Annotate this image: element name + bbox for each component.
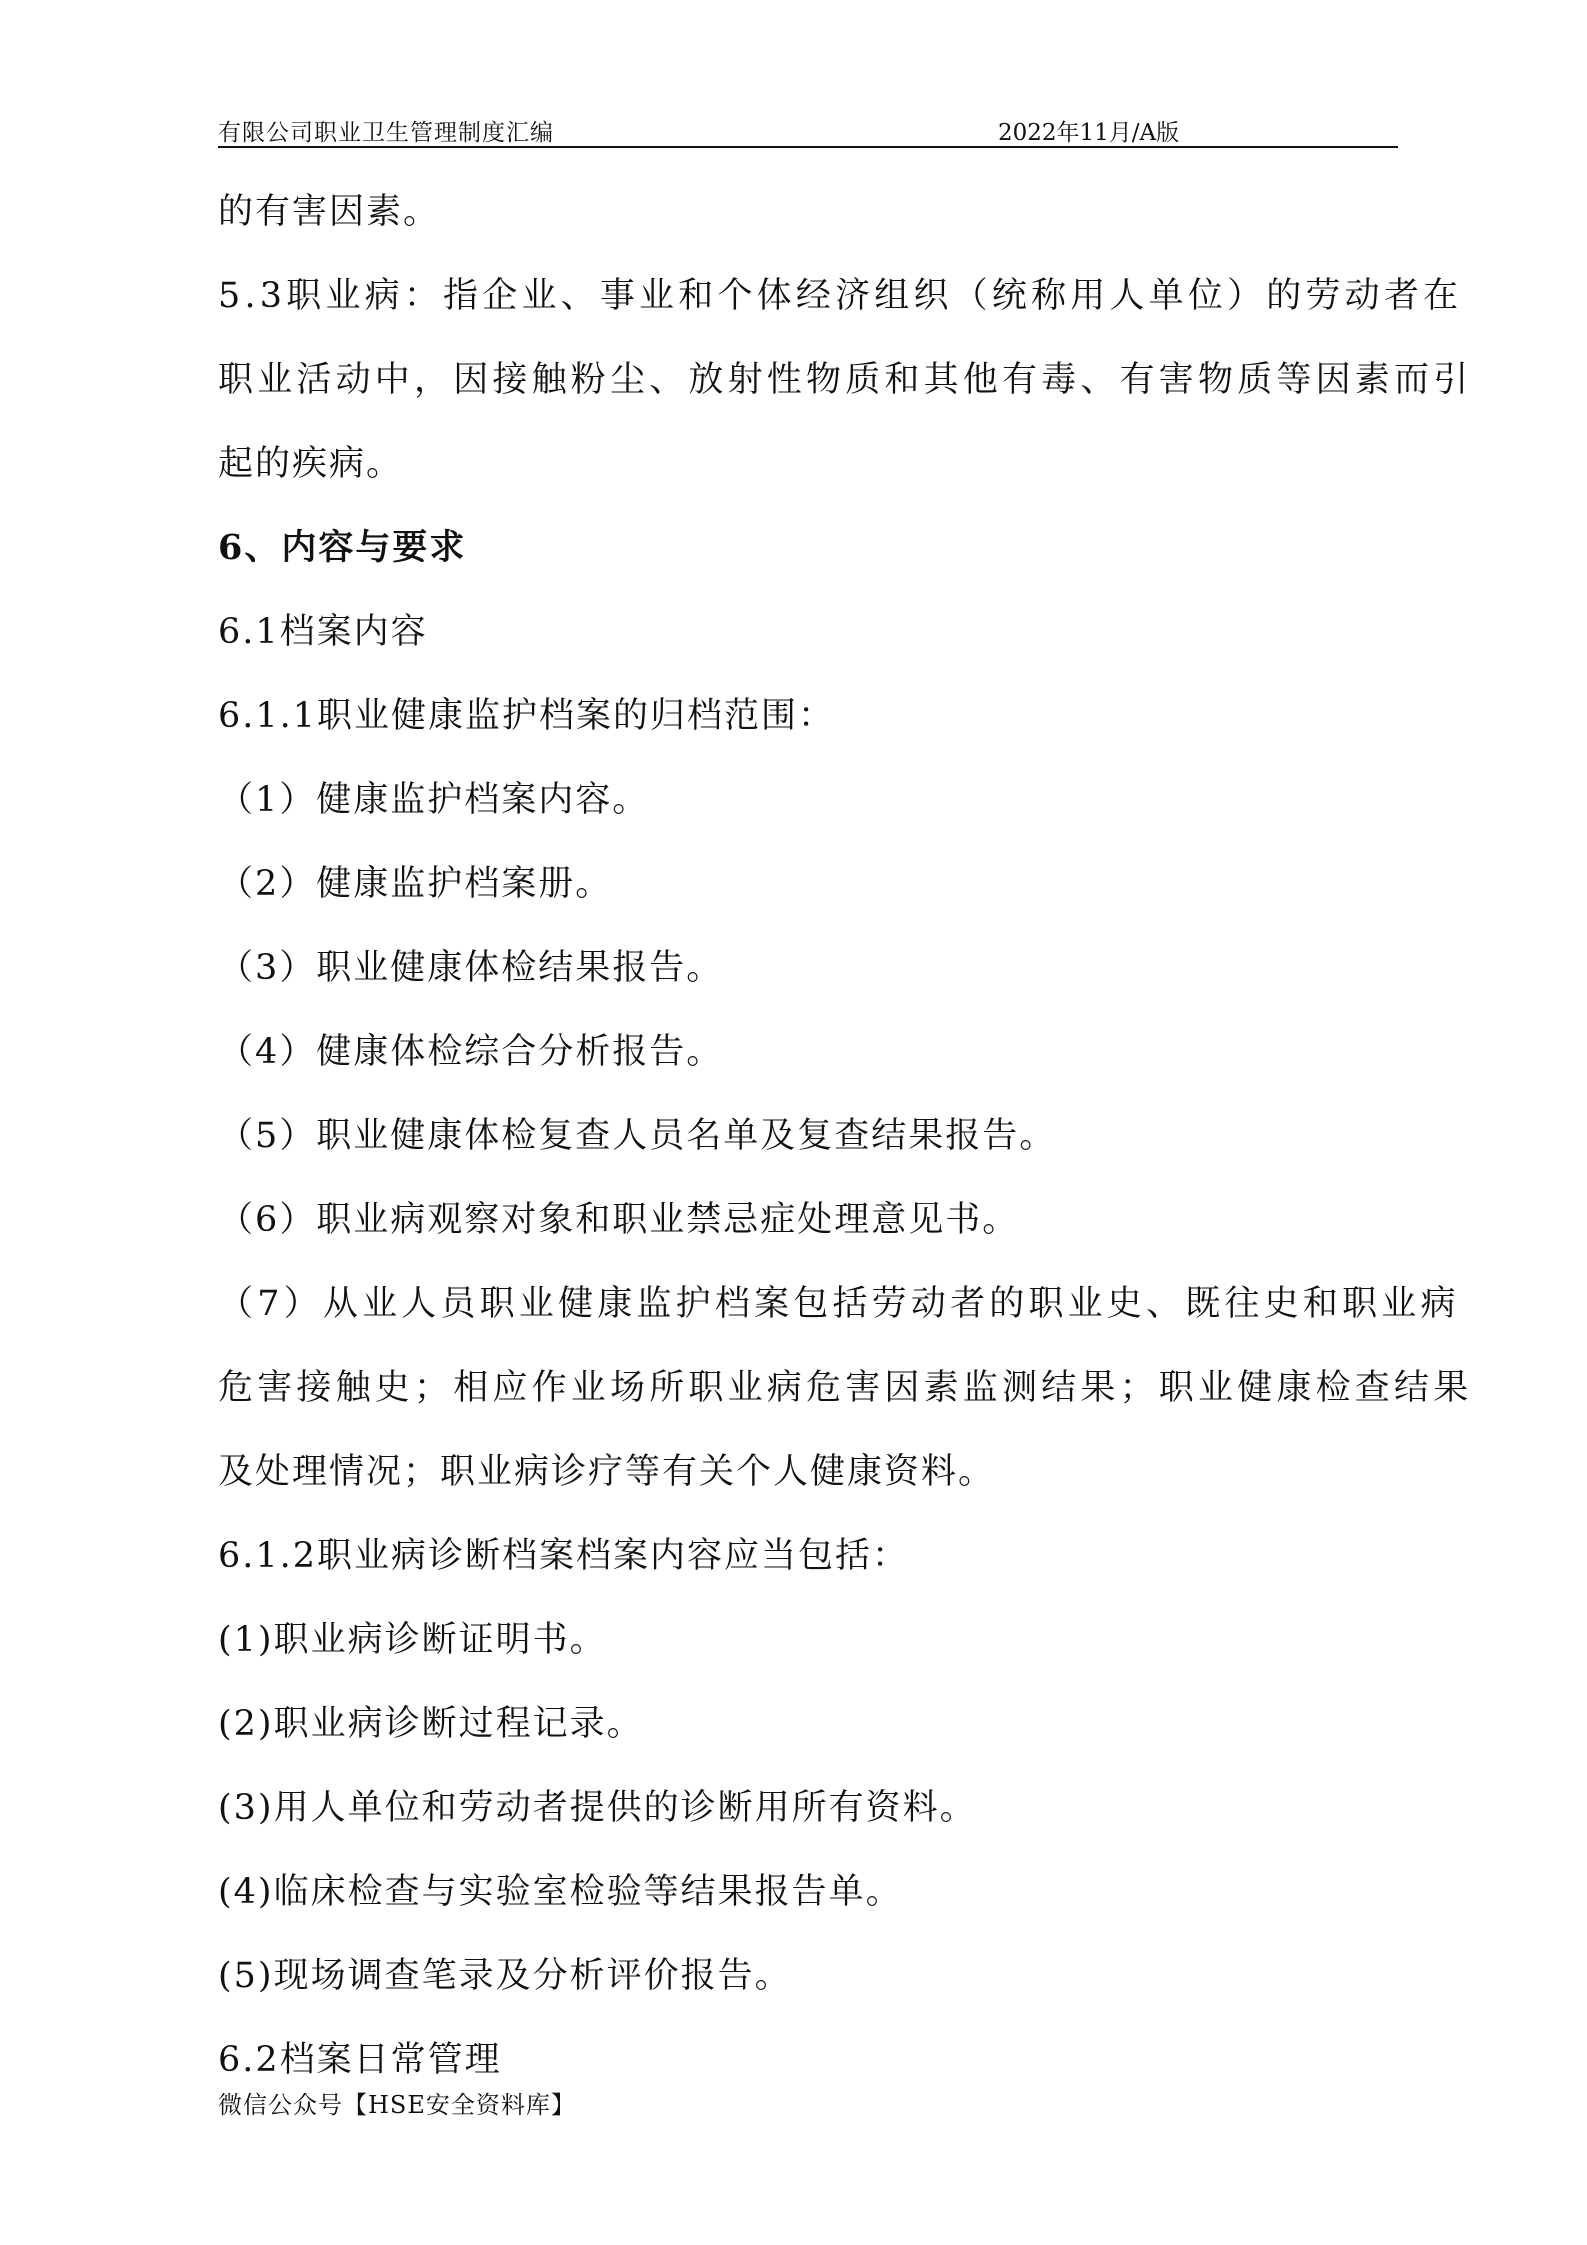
subsection-heading: 6.1档案内容 xyxy=(218,612,428,652)
list-item: （1）健康监护档案内容。 xyxy=(218,780,650,820)
list-item: （2）健康监护档案册。 xyxy=(218,864,613,904)
list-item: （5）职业健康体检复查人员名单及复查结果报告。 xyxy=(218,1116,1057,1156)
list-item-continued: 及处理情况；职业病诊疗等有关个人健康资料。 xyxy=(218,1452,996,1492)
document-body xyxy=(218,170,1473,2102)
subsection-heading: 6.2档案日常管理 xyxy=(218,2040,502,2080)
list-item: （3）职业健康体检结果报告。 xyxy=(218,948,724,988)
document-version: 2022年11月/A版 xyxy=(998,120,1180,146)
list-item: (3)用人单位和劳动者提供的诊断用所有资料。 xyxy=(218,1788,977,1828)
list-item: (2)职业病诊断过程记录。 xyxy=(218,1704,644,1744)
subsection-heading: 6.1.1职业健康监护档案的归档范围： xyxy=(218,696,836,736)
body-line: 的有害因素。 xyxy=(218,192,441,232)
list-item: (4)临床检查与实验室检验等结果报告单。 xyxy=(218,1872,903,1912)
list-item: （4）健康体检综合分析报告。 xyxy=(218,1032,724,1072)
section-heading: 6、内容与要求 xyxy=(218,527,467,568)
list-item: （6）职业病观察对象和职业禁忌症处理意见书。 xyxy=(218,1200,1020,1240)
page-header xyxy=(218,112,1398,148)
subsection-heading: 6.1.2职业病诊断档案档案内容应当包括： xyxy=(218,1536,910,1576)
body-line: 起的疾病。 xyxy=(218,444,404,484)
list-item: （7）从业人员职业健康监护档案包括劳动者的职业史、既往史和职业病 xyxy=(218,1284,1460,1324)
page-footer: 微信公众号【HSE安全资料库】 xyxy=(218,2091,576,2119)
document-title: 有限公司职业卫生管理制度汇编 xyxy=(218,120,554,146)
body-line: 职业活动中，因接触粉尘、放射性物质和其他有毒、有害物质等因素而引 xyxy=(218,360,1473,400)
body-line: 5.3职业病：指企业、事业和个体经济组织（统称用人单位）的劳动者在 xyxy=(218,276,1463,316)
list-item: (5)现场调查笔录及分析评价报告。 xyxy=(218,1956,792,1996)
list-item-continued: 危害接触史；相应作业场所职业病危害因素监测结果；职业健康检查结果 xyxy=(218,1368,1473,1408)
list-item: (1)职业病诊断证明书。 xyxy=(218,1620,607,1660)
